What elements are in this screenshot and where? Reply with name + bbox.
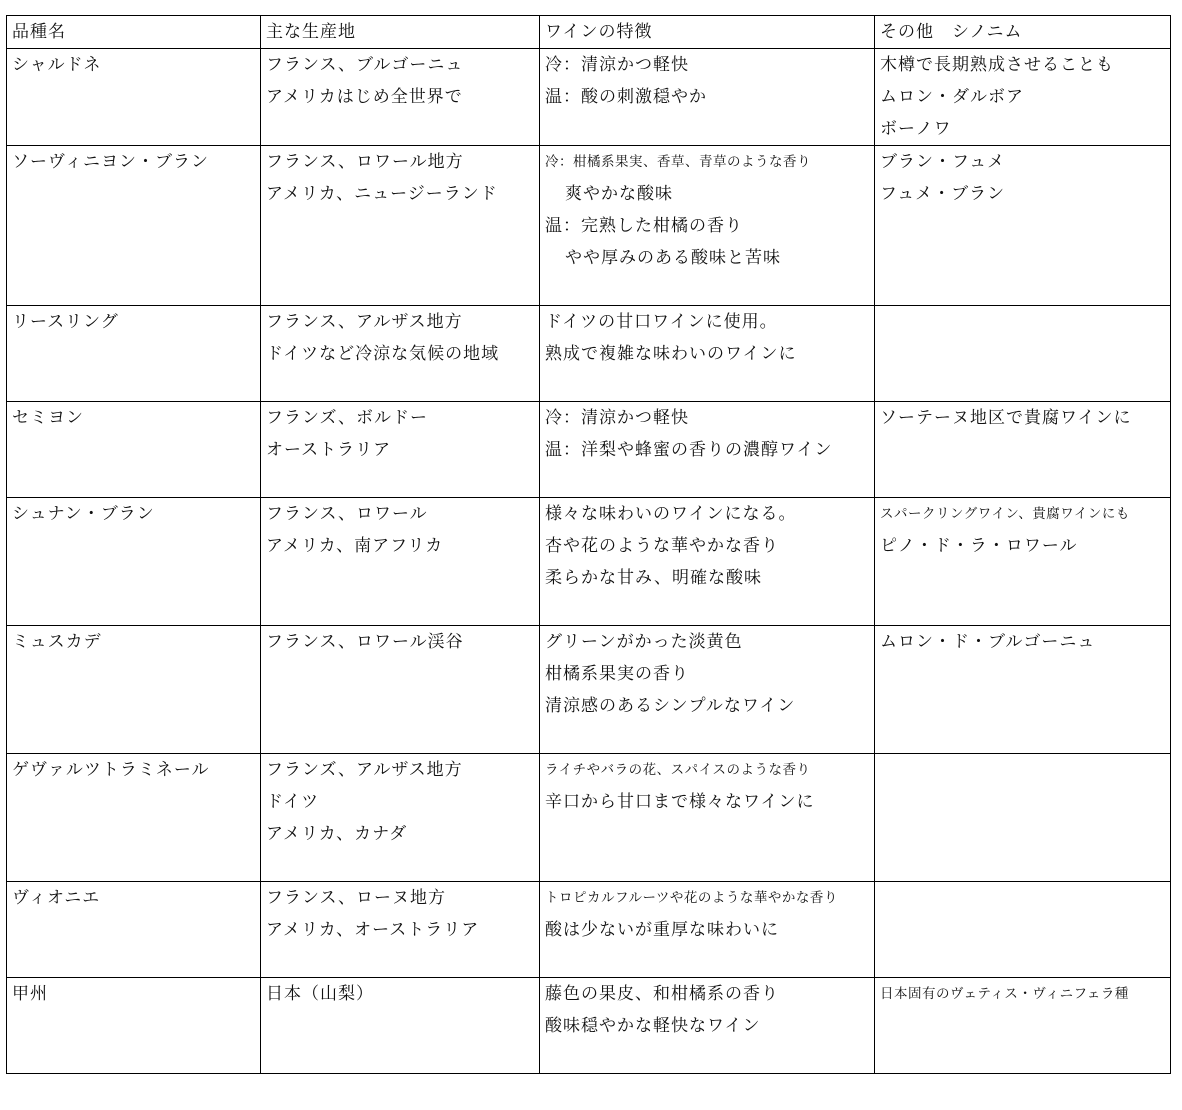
table-row [7, 146, 1171, 306]
cell-line: ソーテーヌ地区で貴腐ワインに [880, 408, 1132, 428]
cell-line: 爽やかな酸味 [565, 184, 673, 204]
header-variety: 品種名 [7, 16, 261, 49]
cell-line: ドイツ [266, 792, 320, 812]
other-synonyms-cell [875, 146, 1171, 306]
cell-line: フランス、ロワール [266, 504, 428, 524]
regions-cell [261, 498, 540, 626]
other-synonyms-cell [875, 754, 1171, 882]
cell-line: ライチやバラの花、スパイスのような香り [545, 762, 811, 778]
cell-line: 酸味穏やかな軽快なワイン [545, 1016, 761, 1036]
cell-line: ドイツの甘口ワインに使用。 [545, 312, 778, 332]
cell-line: 辛口から甘口まで様々なワインに [545, 792, 815, 812]
variety-name: ヴィオニエ [12, 888, 101, 908]
features-cell [540, 402, 875, 498]
regions-cell [261, 146, 540, 306]
cell-line: 木樽で長期熟成させることも [880, 55, 1114, 75]
other-synonyms-cell [875, 306, 1171, 402]
cell-line: 柑橘系果実の香り [545, 664, 689, 684]
variety-cell [7, 754, 261, 882]
cell-line: フランス、ブルゴーニュ [266, 55, 464, 75]
table-row [7, 402, 1171, 498]
header-row [7, 16, 1171, 49]
regions-cell [261, 626, 540, 754]
variety-cell [7, 882, 261, 978]
other-synonyms-cell [875, 49, 1171, 146]
cell-line: 温：洋梨や蜂蜜の香りの濃醇ワイン [545, 440, 833, 460]
cell-line: 藤色の果皮、和柑橘系の香り [545, 984, 779, 1004]
cell-line: ボーノワ [880, 119, 952, 139]
table-row [7, 754, 1171, 882]
regions-cell [261, 402, 540, 498]
cell-line: アメリカ、南アフリカ [266, 536, 444, 556]
variety-cell [7, 49, 261, 146]
features-cell [540, 882, 875, 978]
other-synonyms-cell [875, 626, 1171, 754]
other-synonyms-cell [875, 882, 1171, 978]
table-row [7, 498, 1171, 626]
features-cell [540, 978, 875, 1074]
cell-line: 日本固有のヴェティス・ヴィニフェラ種 [880, 986, 1129, 1002]
cell-line: 冷：清涼かつ軽快 [545, 55, 689, 75]
header-features: ワインの特徴 [540, 16, 875, 49]
cell-line: 温：酸の刺激穏やか [545, 87, 707, 107]
cell-line: トロピカルフルーツや花のような華やかな香り [545, 890, 838, 906]
variety-name: 甲州 [12, 984, 48, 1004]
variety-name: セミヨン [12, 408, 84, 428]
cell-line: オーストラリア [266, 440, 392, 460]
other-synonyms-cell [875, 402, 1171, 498]
regions-cell [261, 49, 540, 146]
cell-line: やや厚みのある酸味と苦味 [565, 248, 781, 268]
features-cell [540, 306, 875, 402]
features-cell [540, 626, 875, 754]
variety-cell [7, 626, 261, 754]
header-regions: 主な生産地 [261, 16, 540, 49]
table-row [7, 978, 1171, 1074]
grape-variety-table [6, 15, 1171, 1074]
other-synonyms-cell [875, 978, 1171, 1074]
cell-line: グリーンがかった淡黄色 [545, 632, 743, 652]
variety-name: シュナン・ブラン [12, 504, 155, 524]
cell-line: 冷：清涼かつ軽快 [545, 408, 689, 428]
cell-line: ムロン・ド・ブルゴーニュ [880, 632, 1096, 652]
cell-line: 熟成で複雑な味わいのワインに [545, 344, 797, 364]
cell-line: フランス、ロワール地方 [266, 152, 464, 172]
cell-line: フランズ、アルザス地方 [266, 760, 463, 780]
variety-cell [7, 402, 261, 498]
other-synonyms-cell [875, 498, 1171, 626]
table-row [7, 306, 1171, 402]
cell-line: フランス、アルザス地方 [266, 312, 463, 332]
cell-line: ピノ・ド・ラ・ロワール [880, 536, 1078, 556]
regions-cell [261, 754, 540, 882]
header-other-synonyms: その他 シノニム [875, 16, 1171, 49]
cell-line: スパークリングワイン、貴腐ワインにも [880, 506, 1130, 522]
table-row [7, 626, 1171, 754]
cell-line: アメリカはじめ全世界で [266, 87, 463, 107]
features-cell [540, 498, 875, 626]
regions-cell [261, 978, 540, 1074]
cell-line: フランス、ローヌ地方 [266, 888, 446, 908]
cell-line: アメリカ、カナダ [266, 824, 408, 844]
cell-line: フランズ、ボルドー [266, 408, 428, 428]
features-cell [540, 754, 875, 882]
features-cell [540, 146, 875, 306]
cell-line: 柔らかな甘み、明確な酸味 [545, 568, 763, 588]
cell-line: 杏や花のような華やかな香り [545, 536, 779, 556]
regions-cell [261, 882, 540, 978]
variety-name: ミュスカデ [12, 632, 102, 652]
cell-line: ドイツなど冷涼な気候の地域 [266, 344, 500, 364]
table-row [7, 49, 1171, 146]
cell-line: 温：完熟した柑橘の香り [545, 216, 743, 236]
cell-line: 酸は少ないが重厚な味わいに [545, 920, 779, 940]
variety-cell [7, 146, 261, 306]
variety-name: シャルドネ [12, 55, 102, 75]
variety-name: リースリング [12, 312, 119, 332]
variety-cell [7, 306, 261, 402]
variety-cell [7, 978, 261, 1074]
table-row [7, 882, 1171, 978]
cell-line: 冷：柑橘系果実、香草、青草のような香り [545, 154, 811, 170]
cell-line: フュメ・ブラン [880, 184, 1006, 204]
cell-line: フランス、ロワール渓谷 [266, 632, 464, 652]
cell-line: 清涼感のあるシンプルなワイン [545, 696, 796, 716]
cell-line: アメリカ、オーストラリア [266, 920, 480, 940]
variety-name: ゲヴァルツトラミネール [12, 760, 210, 780]
cell-line: 様々な味わいのワインになる。 [545, 504, 797, 524]
variety-cell [7, 498, 261, 626]
variety-name: ソーヴィニヨン・ブラン [12, 152, 209, 172]
cell-line: アメリカ、ニュージーランド [266, 184, 498, 204]
cell-line: ブラン・フュメ [880, 152, 1006, 172]
features-cell [540, 49, 875, 146]
cell-line: ムロン・ダルボア [880, 87, 1024, 107]
cell-line: 日本（山梨） [266, 984, 374, 1004]
regions-cell [261, 306, 540, 402]
